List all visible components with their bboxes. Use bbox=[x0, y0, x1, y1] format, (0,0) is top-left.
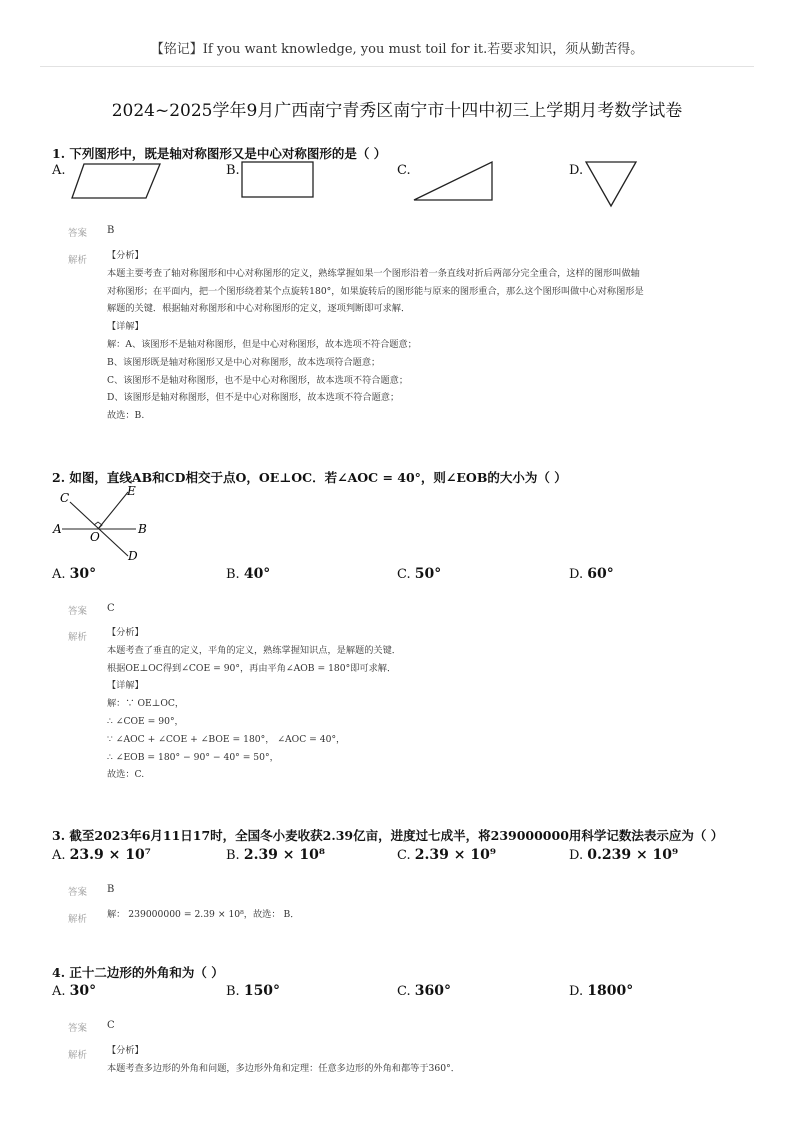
q4-answer: C bbox=[107, 1020, 115, 1031]
q2-analysis-label: 解析 bbox=[68, 632, 88, 643]
q1-analysis: 【分析】 本题主要考查了轴对称图形和中心对称图形的定义，熟练掌握如果一个图形沿着一条直线对折后两部分完全重合，这样的图形叫做轴 对称图形；在平面内，把一个图形绕着某个点旋转180°，如果旋转后的图形能与原来的图形重合，那么这个图形叫做中心对称图形是 解题的关键．根据轴对称图形和中心对称图形的定义，逐项判断即可求解． 【详解】 解：A、该图形不是轴对称图形，但是中心对称图形，故本选项不符合题意； B、该图形既是轴对称图形又是中心对称图形，故本选项符合题意； C、该图形不是轴对称图形，也不是中心对称图形，故本选项不符合题意； D、该图形是轴对称图形，但不是中心对称图形，故本选项不符合题意； 故选：B. bbox=[107, 250, 644, 422]
q1-option-d-inverted-triangle bbox=[584, 160, 640, 210]
q4-analysis-label: 解析 bbox=[68, 1050, 88, 1061]
header-motto: 【铭记】If you want knowledge, you must toil for it.若要求知识，须从勤苦得。 bbox=[150, 42, 644, 57]
q2-answer-label: 答案 bbox=[68, 606, 88, 617]
q2-label-e: E bbox=[127, 484, 136, 498]
q1-answer-label: 答案 bbox=[68, 228, 88, 239]
q1-option-a-label: A. bbox=[52, 163, 66, 178]
q1-option-d-label: D. bbox=[569, 163, 584, 178]
q1-option-c-triangle bbox=[412, 160, 496, 204]
q2-label-b: B bbox=[138, 522, 147, 536]
q1-answer: B bbox=[107, 225, 115, 236]
q2-answer: C bbox=[107, 603, 115, 614]
q1-stem: 1. 下列图形中，既是轴对称图形又是中心对称图形的是（ ） bbox=[52, 146, 387, 161]
q3-option-c: C. 2.39 × 10⁹ bbox=[397, 847, 496, 863]
q2-option-a: A. 30° bbox=[52, 566, 97, 582]
q2-option-b: B. 40° bbox=[226, 566, 271, 582]
q2-label-a: A bbox=[53, 522, 62, 536]
q3-option-a: A. 23.9 × 10⁷ bbox=[52, 847, 151, 863]
q3-option-d: D. 0.239 × 10⁹ bbox=[569, 847, 679, 863]
q3-stem: 3. 截至2023年6月11日17时，全国冬小麦收获2.39亿亩，进度过七成半，将239000000用科学记数法表示应为（ ） bbox=[52, 828, 724, 843]
q4-stem: 4. 正十二边形的外角和为（ ） bbox=[52, 965, 224, 980]
q1-option-b-label: B. bbox=[226, 163, 240, 178]
q4-option-b: B. 150° bbox=[226, 983, 281, 999]
q1-analysis-label: 解析 bbox=[68, 255, 88, 266]
exam-title: 2024~2025学年9月广西南宁青秀区南宁市十四中初三上学期月考数学试卷 bbox=[111, 101, 683, 121]
q3-option-b: B. 2.39 × 10⁸ bbox=[226, 847, 326, 863]
q4-analysis: 【分析】 本题考查多边形的外角和问题，多边形外角和定理：任意多边形的外角和都等于360°． bbox=[107, 1045, 460, 1074]
q2-analysis: 【分析】 本题考查了垂直的定义，平角的定义，熟练掌握知识点，是解题的关键． 根据OE⊥OC得到∠COE = 90°，再由平角∠AOB = 180°即可求解． 【详解】 解：∵ OE⊥OC， ∴ ∠COE = 90°， ∵ ∠AOC + ∠COE + ∠BOE = 180°， ∠AOC = 40°， ∴ ∠EOB = 180° − 90° − 40° = 50°， 故选：C. bbox=[107, 627, 401, 781]
q1-option-c-label: C. bbox=[397, 163, 411, 178]
q2-label-c: C bbox=[60, 491, 70, 505]
q4-option-c: C. 360° bbox=[397, 983, 451, 999]
q2-figure-intersecting-lines bbox=[50, 484, 160, 564]
q3-answer-label: 答案 bbox=[68, 887, 88, 898]
q4-option-a: A. 30° bbox=[52, 983, 97, 999]
q3-analysis: 解： 239000000 = 2.39 × 10⁸，故选： B． bbox=[107, 909, 300, 920]
q2-label-o: O bbox=[90, 530, 100, 544]
q2-label-d: D bbox=[128, 549, 138, 563]
q3-answer: B bbox=[107, 884, 115, 895]
header-divider bbox=[40, 66, 754, 67]
q2-stem: 2. 如图，直线AB和CD相交于点O，OE⊥OC．若∠AOC = 40°，则∠EOB的大小为（ ） bbox=[52, 470, 567, 485]
q3-analysis-label: 解析 bbox=[68, 914, 88, 925]
q4-option-d: D. 1800° bbox=[569, 983, 634, 999]
q4-answer-label: 答案 bbox=[68, 1023, 88, 1034]
q2-option-c: C. 50° bbox=[397, 566, 442, 582]
q2-option-d: D. 60° bbox=[569, 566, 614, 582]
q1-option-b-rectangle bbox=[240, 160, 316, 200]
q1-option-a-parallelogram bbox=[70, 162, 162, 200]
